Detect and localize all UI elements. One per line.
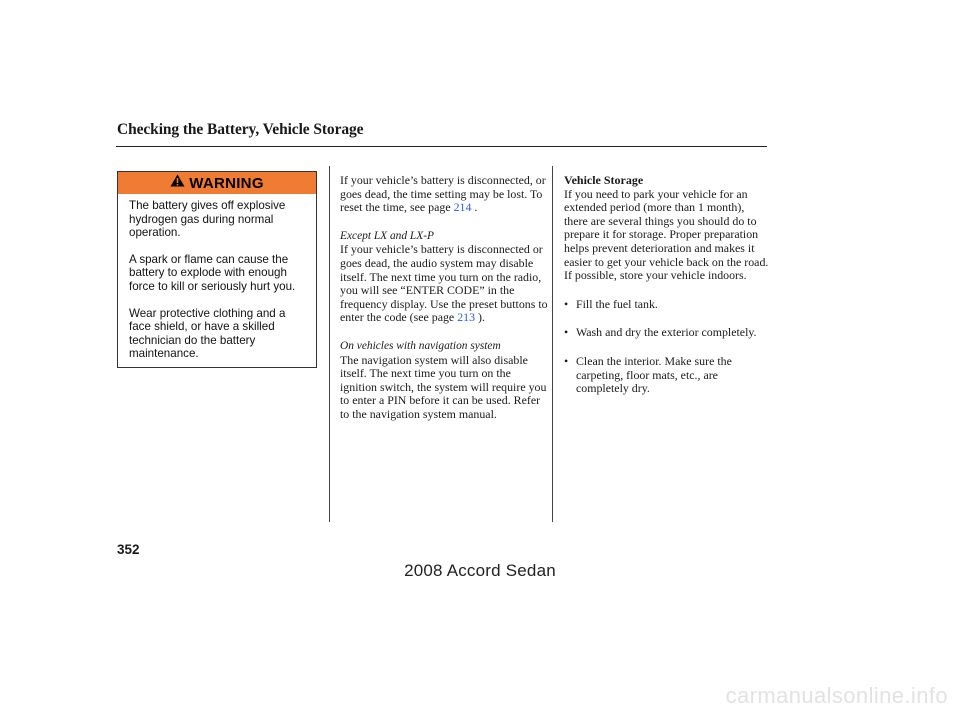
column-divider-left	[329, 166, 330, 522]
clock-reset-paragraph: If your vehicle’s battery is disconnected, or goes dead, the time setting may be lost. To reset the time, see page 214 .	[340, 173, 546, 215]
middle-column	[340, 174, 550, 422]
audio-code-paragraph: If your vehicle’s battery is disconnected or goes dead, the audio system may disable itself. The next time you turn on the radio, you will see “ENTER CODE” in the frequency display. Use the preset buttons to enter the code (see page 213 ).	[340, 242, 548, 325]
warning-box	[117, 171, 317, 368]
warning-paragraph: Wear protective clothing and a face shield, or have a skilled technician do the battery maintenance.	[129, 306, 286, 361]
bullet-icon: •	[564, 325, 569, 340]
right-column	[564, 174, 769, 396]
warning-label: WARNING	[189, 174, 264, 192]
page-link-214[interactable]: 214	[453, 200, 472, 215]
watermark: carmanualsonline.info	[725, 683, 948, 708]
vehicle-storage-heading: Vehicle Storage	[564, 173, 644, 187]
warning-paragraph: A spark or flame can cause the battery to explode with enough force to kill or seriously hurt you.	[129, 252, 296, 293]
warning-body	[118, 194, 316, 361]
page-link-213[interactable]: 213	[457, 310, 476, 325]
navigation-paragraph: The navigation system will also disable itself. The next time you turn on the ignition switch, the system will require you to enter a PIN before it can be used. Refer to the navigation system manual.	[340, 352, 547, 421]
page-number: 352	[117, 542, 140, 557]
storage-intro: If you need to park your vehicle for an extended period (more than 1 month), there are several things you should do to prepare it for storage. Proper preparation helps prevent deterioration and makes it easier to get your vehicle back on the road. If possible, store your vehicle indoors.	[564, 186, 769, 283]
list-item: • Wash and dry the exterior completely.	[564, 325, 757, 340]
section-title: Checking the Battery, Vehicle Storage	[117, 121, 364, 138]
subheading-except-lx: Except LX and LX-P	[340, 229, 434, 242]
bullet-icon: •	[564, 296, 569, 311]
subheading-navigation: On vehicles with navigation system	[340, 339, 501, 352]
warning-header	[118, 172, 316, 194]
bullet-icon: •	[564, 353, 569, 368]
footer-model-label: 2008 Accord Sedan	[404, 561, 556, 580]
warning-paragraph: The battery gives off explosive hydrogen gas during normal operation.	[129, 199, 286, 240]
list-item: • Clean the interior. Make sure the carpeting, floor mats, etc., are completely dry.	[564, 353, 732, 396]
header-rule	[116, 146, 767, 147]
list-item: • Fill the fuel tank.	[564, 296, 658, 311]
warning-triangle-icon	[170, 174, 185, 192]
column-divider-right	[552, 166, 553, 522]
